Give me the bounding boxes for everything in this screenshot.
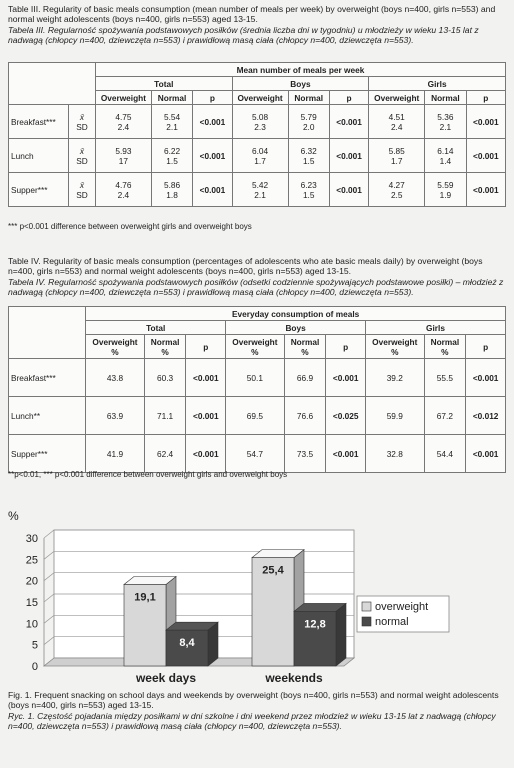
table-cell (151, 139, 192, 173)
x-tick-label: weekends (265, 671, 323, 685)
mean-symbol: x̄ (79, 179, 85, 190)
mean-value: 6.32 (300, 145, 317, 156)
table3-group-girls: Girls (369, 77, 506, 91)
table-cell (95, 139, 151, 173)
table-cell: 76.6 (284, 397, 326, 435)
y-tick-label: 5 (31, 639, 38, 652)
table3-caption (8, 4, 508, 46)
table-row (9, 359, 506, 397)
table3-corner (9, 63, 96, 105)
table4-subheader: Normal % (284, 335, 326, 359)
y-tick-label: 15 (25, 597, 38, 609)
table4-corner (9, 307, 86, 359)
sd-value: 2.0 (302, 121, 315, 132)
table-cell (425, 173, 466, 207)
bar-side (336, 603, 346, 666)
mean-value: 5.79 (300, 111, 317, 122)
table-cell: 66.9 (284, 359, 326, 397)
p-value: <0.001 (186, 435, 226, 473)
mean-value: 5.54 (163, 111, 181, 122)
p-value: <0.001 (466, 173, 505, 207)
p-value: <0.001 (466, 105, 505, 139)
table3-group-boys: Boys (232, 77, 369, 91)
p-value: <0.001 (326, 435, 366, 473)
mean-value: 5.59 (437, 179, 454, 190)
table-cell: 62.4 (144, 435, 186, 473)
stat-symbols (69, 105, 96, 139)
table-cell (95, 105, 151, 139)
p-value: <0.001 (193, 105, 232, 139)
mean-value: 6.23 (300, 179, 317, 190)
table3-subheader: Normal (288, 91, 329, 105)
mean-value: 5.08 (251, 111, 269, 122)
p-value: <0.001 (329, 105, 368, 139)
row-label: Supper*** (9, 173, 69, 207)
table4-caption (8, 256, 508, 298)
figure-caption-pl: Ryc. 1. Częstość pojadania między posiłkami w dni szkolne i dni weekend przez młodzież w wieku 13-15 lat z nadwagą (chłopcy n=400, dziewczęta n=553) i prawidłową masą ciała (chłopcy n=400, dziewczęta n=553). (8, 710, 496, 732)
table-row (9, 139, 506, 173)
stat-symbols (69, 139, 96, 173)
sd-value: 2.4 (117, 189, 130, 200)
y-tick-label: 30 (25, 533, 38, 545)
table-row (9, 435, 506, 473)
p-value: <0.012 (466, 397, 506, 435)
row-label: Lunch (9, 139, 69, 173)
p-value: <0.001 (186, 397, 226, 435)
mean-value: 5.85 (388, 145, 405, 156)
sd-symbol: SD (76, 189, 88, 200)
mean-value: 4.76 (115, 179, 132, 190)
table4-group-boys: Boys (226, 321, 366, 335)
row-label: Breakfast*** (9, 105, 69, 139)
mean-value: 5.42 (251, 179, 269, 190)
data-label: 19,1 (134, 591, 156, 604)
table4-super-header: Everyday consumption of meals (86, 307, 506, 321)
table3-subheader: Overweight (232, 91, 288, 105)
p-value: <0.001 (193, 173, 232, 207)
y-axis-label: % (8, 509, 19, 523)
sd-symbol: SD (76, 121, 88, 132)
table-row (9, 397, 506, 435)
snacking-bar-chart (2, 508, 508, 688)
table-cell: 73.5 (284, 435, 326, 473)
table-cell (369, 139, 425, 173)
y-tick-label: 0 (31, 661, 38, 673)
table3-group-total: Total (95, 77, 232, 91)
mean-value: 4.27 (388, 179, 405, 190)
p-value: <0.001 (329, 139, 368, 173)
mean-value: 6.22 (163, 145, 181, 156)
table4-subheader: Normal % (144, 335, 186, 359)
table-cell: 54.4 (424, 435, 466, 473)
table-cell (95, 173, 151, 207)
legend-swatch (362, 617, 371, 626)
table3-subheader: p (466, 91, 505, 105)
sd-value: 2.5 (390, 189, 403, 200)
sd-value: 1.9 (439, 189, 452, 200)
table4-group-total: Total (86, 321, 226, 335)
table3-super-header: Mean number of meals per week (95, 63, 505, 77)
p-value: <0.001 (466, 435, 506, 473)
table-cell (232, 105, 288, 139)
table3-caption-en: Table III. Regularity of basic meals consumption (mean number of meals per week) by overweight (boys n=400, girls n=553) and normal weight adolescents (boys n=400, girls n=553) aged 13-15. (8, 4, 496, 25)
table4-caption-en: Table IV. Regularity of basic meals consumption (percentages of adolescents who ate basic meals daily) by overweight (boys n=400, girls n=553) and normal weight adolescents (boys n=400, girls n=553) aged 13-15. (8, 256, 483, 277)
p-value: <0.001 (466, 139, 505, 173)
sd-value: 1.7 (254, 155, 266, 166)
x-tick-label: week days (135, 671, 197, 685)
sd-value: 2.1 (254, 189, 266, 200)
legend-swatch (362, 602, 371, 611)
y-tick-label: 10 (25, 618, 38, 631)
table3-caption-pl: Tabela III. Regularność spożywania podstawowych posiłków (średnia liczba dni w tygodniu) u młodzieży w wieku 13-15 lat z nadwagą (chłopcy n=400, dziewczęta n=553) i prawidłową masą ciała (chłopcy n=400, dziewczęta n=553). (8, 24, 479, 46)
sd-value: 1.5 (302, 189, 315, 200)
table-cell: 55.5 (424, 359, 466, 397)
mean-value: 5.36 (437, 111, 454, 122)
table-cell (288, 105, 329, 139)
y-tick-label: 20 (25, 575, 38, 588)
table4-subheader: Overweight % (86, 335, 144, 359)
sd-value: 2.4 (117, 121, 130, 132)
table4-subheader: p (186, 335, 226, 359)
table-cell: 71.1 (144, 397, 186, 435)
table-cell: 32.8 (366, 435, 424, 473)
p-value: <0.001 (466, 359, 506, 397)
p-value: <0.001 (193, 139, 232, 173)
y-tick-label: 25 (25, 554, 38, 567)
table3-subheader: Normal (425, 91, 466, 105)
sd-value: 2.4 (390, 121, 403, 132)
table4-subheader: p (466, 335, 506, 359)
figure-caption-en: Fig. 1. Frequent snacking on school days and weekends by overweight (boys n=400, girls n=553) and normal weight adolescents (boys n=400, girls n=553) aged 13-15. (8, 690, 499, 711)
table-cell (288, 139, 329, 173)
table4-subheader: Normal % (424, 335, 466, 359)
table-cell (151, 105, 192, 139)
mean-value: 5.86 (163, 179, 181, 190)
table4 (8, 306, 506, 473)
table3-subheader: Normal (151, 91, 192, 105)
table-cell (425, 105, 466, 139)
table-cell (369, 173, 425, 207)
sd-value: 1.5 (166, 155, 178, 166)
table3-subheader: p (193, 91, 232, 105)
mean-symbol: x̄ (79, 145, 85, 156)
table3-footnote: *** p<0.001 difference between overweight girls and overweight boys (8, 222, 252, 231)
mean-value: 5.93 (115, 145, 132, 156)
table-cell (369, 105, 425, 139)
table-cell: 41.9 (86, 435, 144, 473)
table4-footnote: **p<0.01, *** p<0.001 difference between overweight girls and overweight boys (8, 470, 288, 479)
table-cell: 59.9 (366, 397, 424, 435)
legend-label: normal (375, 616, 409, 628)
p-value: <0.025 (326, 397, 366, 435)
table-cell: 50.1 (226, 359, 284, 397)
sd-symbol: SD (76, 155, 88, 166)
mean-value: 6.14 (437, 145, 454, 156)
table-cell (151, 173, 192, 207)
table-cell: 54.7 (226, 435, 284, 473)
figure-caption (8, 690, 508, 732)
stat-symbols (69, 173, 96, 207)
table4-subheader: Overweight % (366, 335, 424, 359)
table-cell: 63.9 (86, 397, 144, 435)
table3-subheader: Overweight (95, 91, 151, 105)
sd-value: 1.8 (166, 189, 178, 200)
table4-subheader: Overweight % (226, 335, 284, 359)
table-cell: 43.8 (86, 359, 144, 397)
mean-symbol: x̄ (79, 111, 85, 122)
sd-value: 2.1 (439, 121, 452, 132)
data-label: 25,4 (262, 564, 284, 577)
row-label: Supper*** (9, 435, 86, 473)
table-cell: 67.2 (424, 397, 466, 435)
table4-group-girls: Girls (366, 321, 506, 335)
row-label: Breakfast*** (9, 359, 86, 397)
p-value: <0.001 (186, 359, 226, 397)
table3 (8, 62, 506, 207)
table3-subheader: Overweight (369, 91, 425, 105)
sd-value: 2.3 (254, 121, 266, 132)
sd-value: 1.4 (439, 155, 452, 166)
table3-subheader: p (329, 91, 368, 105)
legend-label: overweight (375, 601, 429, 613)
sd-value: 17 (118, 155, 129, 166)
mean-value: 4.51 (388, 111, 405, 122)
mean-value: 4.75 (115, 111, 132, 122)
table-cell (232, 173, 288, 207)
table-row (9, 105, 506, 139)
table4-caption-pl: Tabela IV. Regularność spożywania podstawowych posiłków (odsetki codziennie spożywających podstawowe posiłki) – młodzież z nadwagą (chłopcy n=400, dziewczęta n=553) i prawidłową masą ciała (chłopcy n=400, dziewczęta n=553). (8, 276, 504, 298)
table-cell (232, 139, 288, 173)
sd-value: 1.7 (390, 155, 403, 166)
sd-value: 1.5 (302, 155, 315, 166)
mean-value: 6.04 (251, 145, 269, 156)
table-cell: 60.3 (144, 359, 186, 397)
table-cell: 69.5 (226, 397, 284, 435)
table-cell (288, 173, 329, 207)
table-cell: 39.2 (366, 359, 424, 397)
p-value: <0.001 (326, 359, 366, 397)
data-label: 12,8 (304, 618, 326, 631)
table4-subheader: p (326, 335, 366, 359)
table-row (9, 173, 506, 207)
p-value: <0.001 (329, 173, 368, 207)
sd-value: 2.1 (166, 121, 178, 132)
data-label: 8,4 (179, 637, 195, 650)
table-cell (425, 139, 466, 173)
row-label: Lunch** (9, 397, 86, 435)
